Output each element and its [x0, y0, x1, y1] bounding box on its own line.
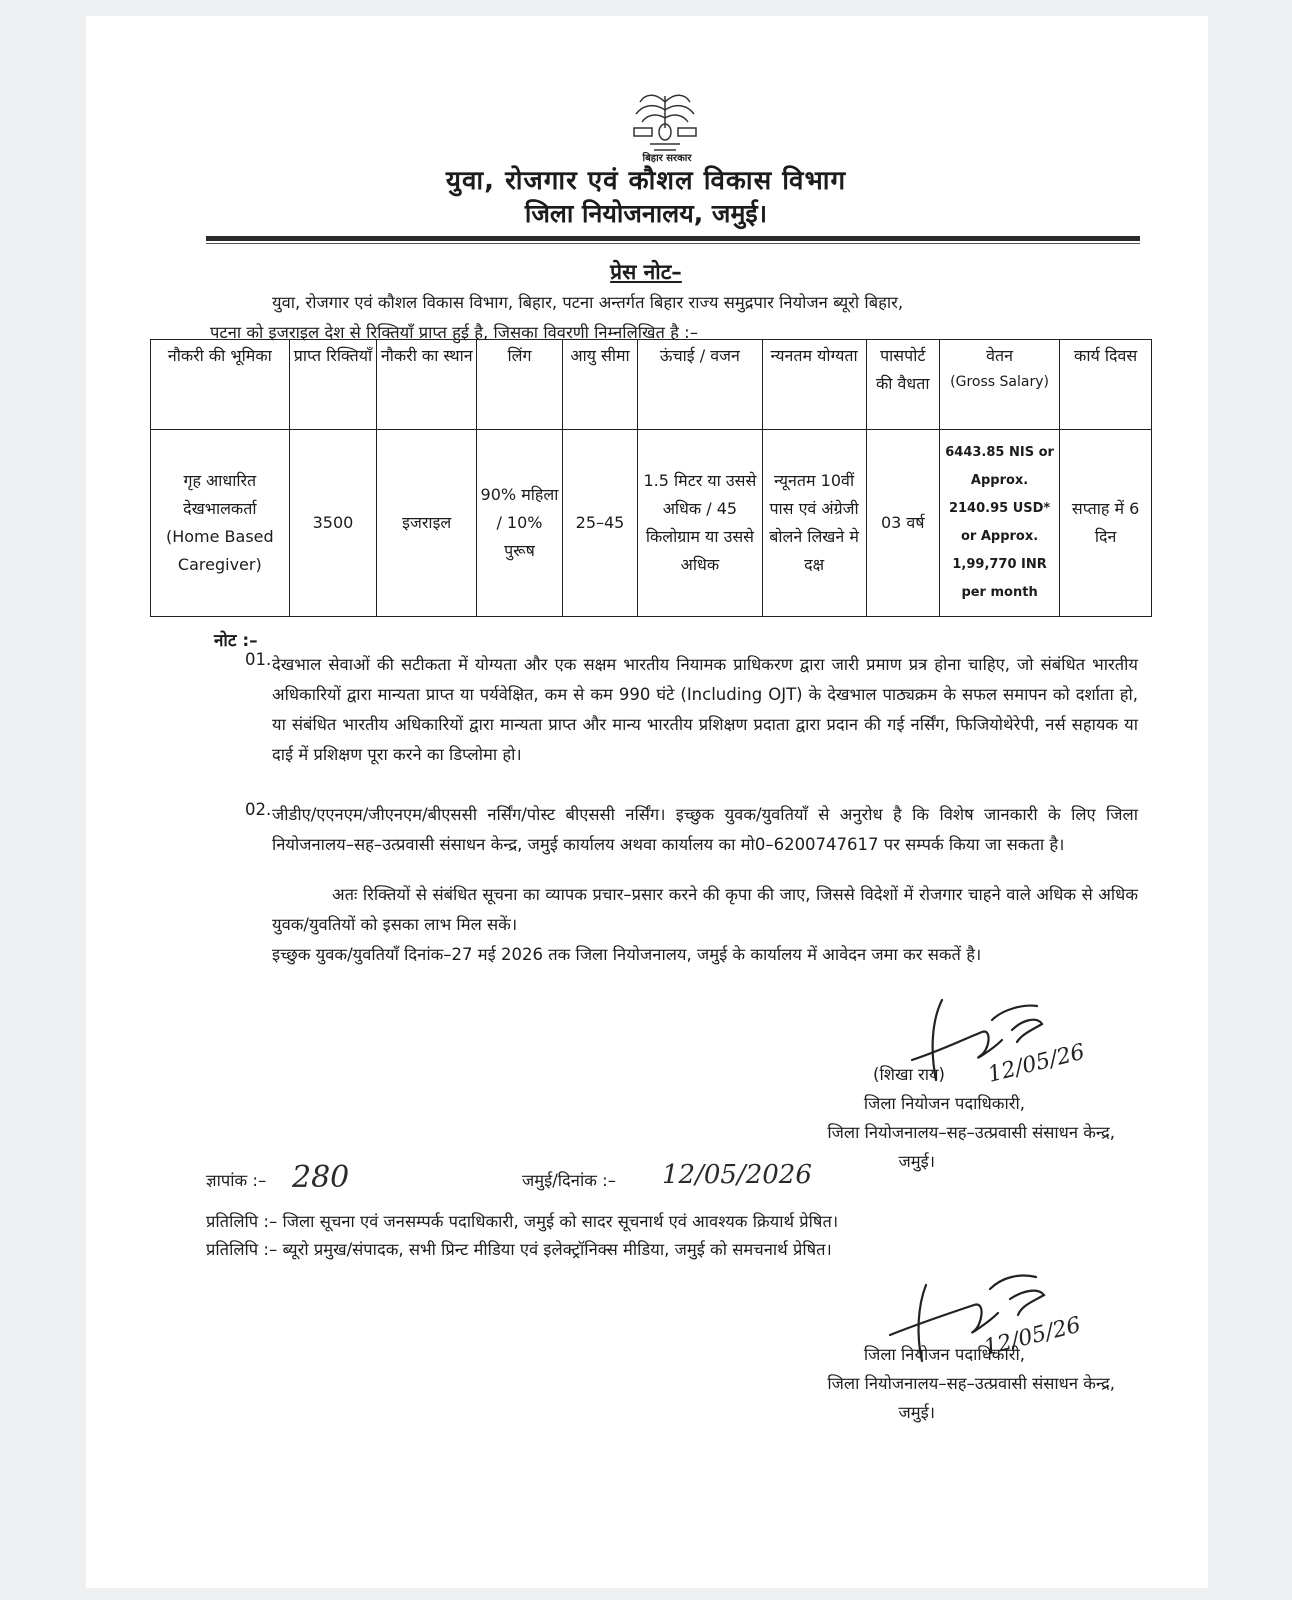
- memo-date-label: जमुई/दिनांक :–: [522, 1171, 616, 1190]
- note-1-text: देखभाल सेवाओं की सटीकता में योग्यता और एक सक्षम भारतीय नियामक प्राधिकरण द्वारा जारी प्रमाण प्रत्र होना चाहिए, जो संबंधित भारतीय अधिकारियों द्वारा मान्यता प्राप्त या पर्यवेक्षित, कम से कम 990 घंटे (Including OJT) के देखभाल पाठ्यक्रम के सफल समापन को दर्शाता हो, या संबंधित भारतीय अधिकारियों द्वारा मान्यता प्राप्त और मान्य भारतीय प्रशिक्षण प्रदाता द्वारा प्रदान की गई नर्सिंग, फिजियोथेरेपी, नर्स सहायक या दाई में प्रशिक्षण पूरा करने का डिप्लोमा हो।: [272, 655, 1138, 764]
- signature-2-date: 12/05/26: [981, 1312, 1084, 1361]
- header-gender: लिंग: [477, 340, 563, 430]
- signatory-2-place: जमुई।: [898, 1403, 935, 1422]
- intro-line-1: युवा, रोजगार एवं कौशल विकास विभाग, बिहार, पटना अन्तर्गत बिहार राज्य समुद्रपार नियोजन ब्यूरो बिहार,: [272, 293, 904, 312]
- intro-line-2: पटना को इजराइल देश से रिक्तियाँ प्राप्त हुई है, जिसका विवरणी निम्नलिखित है :–: [210, 323, 698, 342]
- bihar-emblem-icon: [620, 88, 710, 154]
- cell-height-weight: 1.5 मिटर या उससे अधिक / 45 किलोग्राम या उससे अधिक: [638, 430, 762, 617]
- cell-location: इजराइल: [377, 430, 477, 617]
- copy-to-1: प्रतिलिपि :– जिला सूचना एवं जनसम्पर्क पदाधिकारी, जमुई को सादर सूचनार्थ एवं आवश्यक क्रियार्थ प्रेषित।: [206, 1212, 839, 1231]
- memo-label: ज्ञापांक :–: [206, 1171, 267, 1190]
- signature-1-date: 12/05/26: [985, 1039, 1088, 1088]
- department-title: युवा, रोजगार एवं कौशल विकास विभाग: [445, 166, 847, 196]
- header-salary-sub: (Gross Salary): [950, 374, 1049, 390]
- signatory-1-name: (शिखा राय): [873, 1065, 945, 1084]
- cell-qualification: न्यूनतम 10वीं पास एवं अंग्रेजी बोलने लिखने मे दक्ष: [762, 430, 866, 617]
- cell-role-english: (Home Based Caregiver): [165, 527, 274, 574]
- signatory-2-block: [600, 1340, 1115, 1427]
- note-2-text: जीडीए/एएनएम/जीएनएम/बीएससी नर्सिंग/पोस्ट बीएससी नर्सिंग। इच्छुक युवक/युवतियाँ से अनुरोध है कि विशेष जानकारी के लिए जिला नियोजनालय–सह–उत्प्रवासी संसाधन केन्द्र, जमुई कार्यालय अथवा कार्यालय का मो0–6200747617 पर सम्पर्क किया जा सकता है।: [272, 805, 1138, 854]
- header-rule: [206, 236, 1140, 241]
- header-qualification: न्यनतम योग्यता: [762, 340, 866, 430]
- header-location: नौकरी का स्थान: [377, 340, 477, 430]
- signatory-1-designation: जिला नियोजन पदाधिकारी,: [863, 1094, 1025, 1113]
- header-role: नौकरी की भूमिका: [151, 340, 290, 430]
- emblem-caption: बिहार सरकार: [642, 153, 692, 164]
- vacancy-table: [150, 339, 1152, 617]
- signatory-2-office: जिला नियोजनालय–सह–उत्प्रवासी संसाधन केन्द्र,: [827, 1374, 1115, 1393]
- signatory-2-designation: जिला नियोजन पदाधिकारी,: [863, 1345, 1025, 1364]
- memo-date: 12/05/2026: [662, 1160, 812, 1190]
- cell-vacancies: 3500: [289, 430, 377, 617]
- cell-salary: 6443.85 NIS or Approx. 2140.95 USD* or Approx. 1,99,770 INR per month: [939, 430, 1059, 617]
- cell-gender: 90% महिला / 10% पुरूष: [477, 430, 563, 617]
- header-passport: पासपोर्ट की वैधता: [866, 340, 939, 430]
- cell-role-hindi: गृह आधारित देखभालकर्ता: [183, 471, 257, 518]
- memo-number: 280: [292, 1160, 350, 1195]
- header-salary: [939, 340, 1059, 430]
- header-vacancies: प्राप्त रिक्तियाँ: [289, 340, 377, 430]
- header-height-weight: ऊंचाई / वजन: [638, 340, 762, 430]
- header-age: आयु सीमा: [562, 340, 637, 430]
- note-1-number: 01.: [245, 650, 272, 669]
- application-deadline-text: इच्छुक युवक/युवतियाँ दिनांक–27 मई 2026 तक जिला नियोजनालय, जमुई के कार्यालय में आवेदन जमा कर सकतें है।: [272, 945, 982, 964]
- signatory-1-office: जिला नियोजनालय–सह–उत्प्रवासी संसाधन केन्द्र,: [827, 1123, 1115, 1142]
- table-header-row: [151, 340, 1152, 430]
- note-2-number: 02.: [245, 800, 272, 819]
- copy-to-2: प्रतिलिपि :– ब्यूरो प्रमुख/संपादक, सभी प्रिन्ट मीडिया एवं इलेक्ट्रॉनिक्स मीडिया, जमुई को समचनार्थ प्रेषित।: [206, 1240, 832, 1259]
- cell-work-days: सप्ताह में 6 दिन: [1060, 430, 1152, 617]
- table-row: [151, 430, 1152, 617]
- header-work-days: कार्य दिवस: [1060, 340, 1152, 430]
- header-salary-label: वेतन: [986, 346, 1014, 365]
- notes-heading: नोट :–: [214, 631, 258, 651]
- signatory-1-place: जमुई।: [898, 1152, 935, 1171]
- publicity-request-text: अतः रिक्तियों से संबंधित सूचना का व्यापक प्रचार–प्रसार करने की कृपा की जाए, जिससे विदेशों में रोजगार चाहने वाले अधिक से अधिक युवक/युवतियों को इसका लाभ मिल सकें।: [272, 885, 1138, 934]
- signatory-1-block: [600, 1060, 1115, 1176]
- press-note-title: प्रेस नोट–: [610, 260, 682, 284]
- cell-passport: 03 वर्ष: [866, 430, 939, 617]
- office-title: जिला नियोजनालय, जमुई।: [524, 199, 768, 228]
- cell-role: [151, 430, 290, 617]
- cell-age: 25–45: [562, 430, 637, 617]
- header-rule-thin: [206, 243, 1140, 244]
